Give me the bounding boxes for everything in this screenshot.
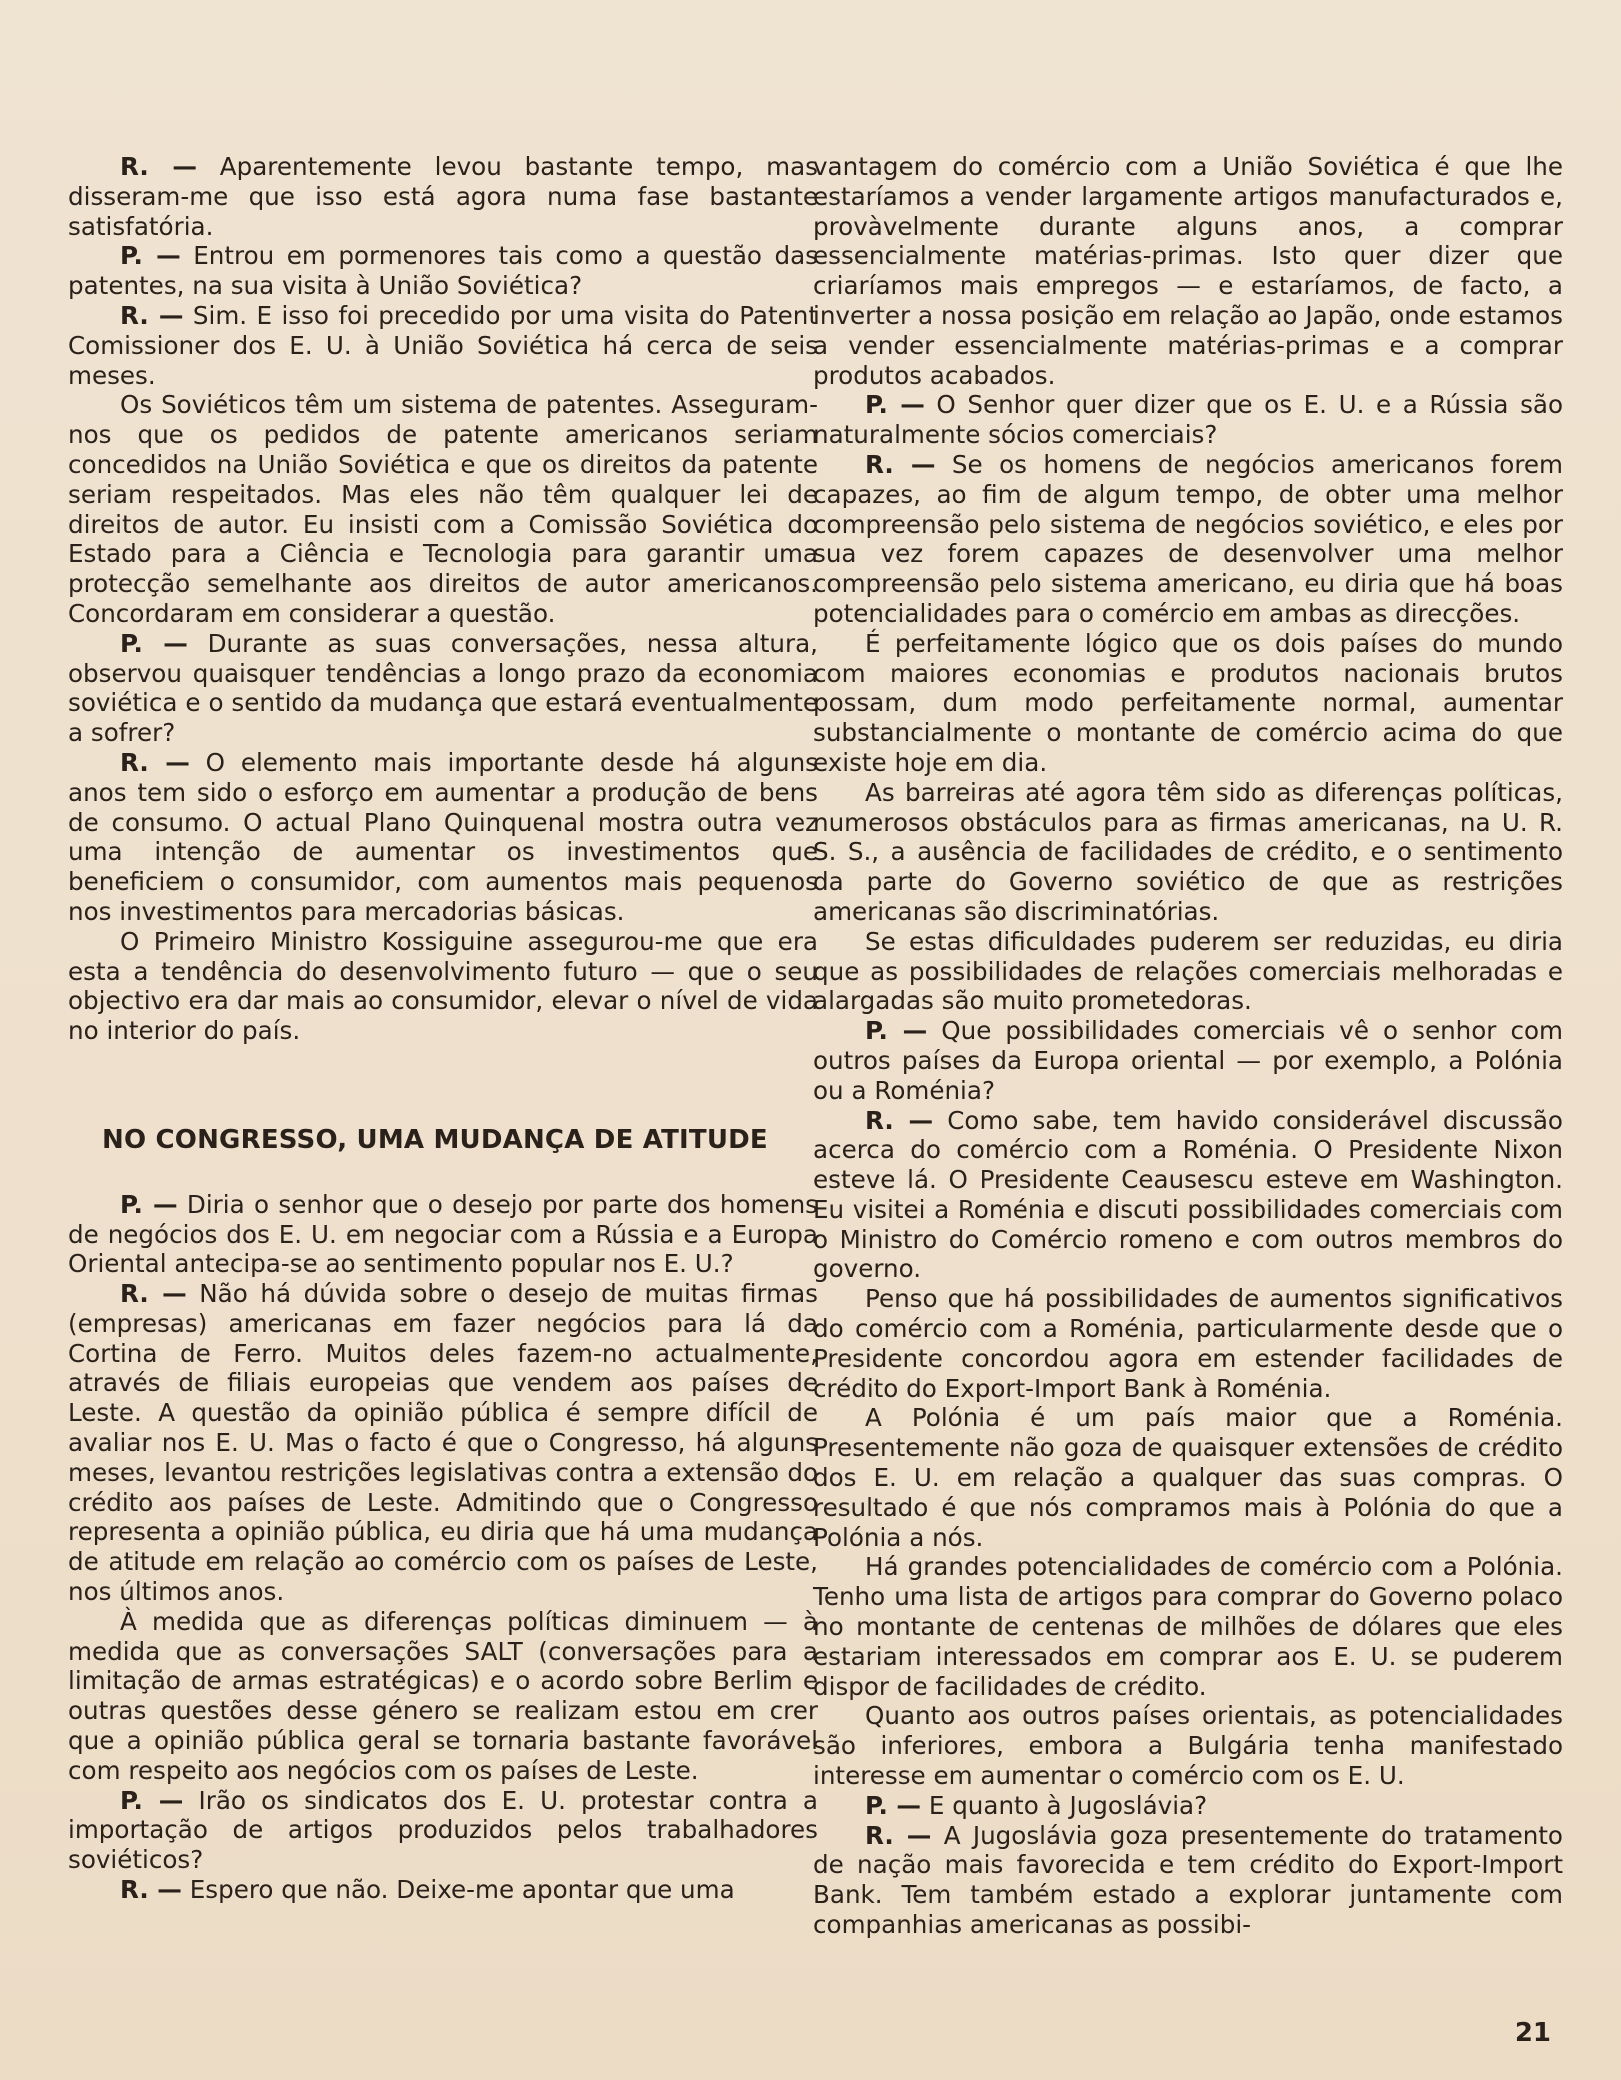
paragraph	[68, 1786, 818, 1875]
paragraph-text: Aparentemente levou bastante tempo, mas disseram-me que isso está agora numa fase bastante satisfatória.	[68, 152, 818, 241]
paragraph	[68, 390, 818, 628]
right-column	[813, 152, 1563, 1940]
paragraph	[813, 152, 1563, 390]
paragraph-text: Quanto aos outros países orientais, as potencialidades são inferiores, embora a Bulgária tenha manifestado interesse em aumentar o comércio com os E. U.	[813, 1701, 1563, 1791]
speaker-label: R. —	[865, 449, 936, 479]
paragraph-text: Entrou em pormenores tais como a questão das patentes, na sua visita à União Soviética?	[68, 241, 818, 301]
paragraph	[813, 1821, 1563, 1940]
speaker-label: P. —	[865, 1790, 922, 1820]
paragraph-text: Se os homens de negócios americanos forem capazes, ao fim de algum tempo, de obter uma melhor compreensão pelo sistema de negócios soviético, e eles por sua vez forem capazes de desenvolver uma melhor compreensão pelo sistema americano, eu diria que há boas potencialidades para o comércio em ambas as direcções.	[813, 449, 1563, 628]
speaker-label: R. —	[865, 1820, 932, 1850]
paragraph-text: A Polónia é um país maior que a Roménia. Presentemente não goza de quaisquer extensões de crédito dos E. U. em relação a qualquer das suas compras. O resultado é que nós compramos mais à Polónia do que a Polónia a nós.	[813, 1403, 1563, 1552]
paragraph-text: Os Soviéticos têm um sistema de patentes. Asseguram-nos que os pedidos de patente americanos seriam concedidos na União Soviética e que os direitos da patente seriam respeitados. Mas eles não têm qualquer lei de direitos de autor. Eu insisti com a Comissão Soviética do Estado para a Ciência e Tecnologia para garantir uma protecção semelhante aos direitos de autor americanos. Concordaram em considerar a questão.	[68, 390, 818, 628]
paragraph-text: Durante as suas conversações, nessa altura, observou quaisquer tendências a longo prazo da economia soviética e o sentido da mudança que estará eventualmente a sofrer?	[68, 628, 818, 748]
paragraph	[68, 152, 818, 241]
paragraph-text: E quanto à Jugoslávia?	[921, 1790, 1208, 1820]
paragraph	[68, 629, 818, 748]
page-number: 21	[1514, 2018, 1551, 2048]
paragraph	[813, 1701, 1563, 1790]
paragraph	[813, 1791, 1563, 1821]
paragraph-text: À medida que as diferenças políticas diminuem — à medida que as conversações SALT (conversações para a limitação de armas estratégicas) e o acordo sobre Berlim e outras questões desse género se realizam estou em crer que a opinião pública geral se tornaria bastante favorável com respeito aos negócios com os países de Leste.	[68, 1606, 818, 1785]
paragraph	[813, 629, 1563, 778]
left-column	[68, 152, 818, 1905]
paragraph-text: As barreiras até agora têm sido as diferenças políticas, numerosos obstáculos para as firmas americanas, na U. R. S. S., a ausência de facilidades de crédito, e o sentimento da parte do Governo soviético de que as restrições americanas são discriminatórias.	[813, 777, 1563, 926]
paragraph	[813, 390, 1563, 450]
left-column-paragraphs	[68, 152, 818, 1046]
paragraph-text: Que possibilidades comerciais vê o senhor com outros países da Europa oriental — por exemplo, a Polónia ou a Roménia?	[813, 1016, 1563, 1105]
paragraph	[813, 1552, 1563, 1701]
paragraph	[68, 241, 818, 301]
speaker-label: R. —	[120, 1875, 182, 1905]
paragraph	[813, 1106, 1563, 1285]
paragraph-text: O Primeiro Ministro Kossiguine assegurou-me que era esta a tendência do desenvolvimento futuro — que o seu objectivo era dar mais ao consumidor, elevar o nível de vida no interior do país.	[68, 926, 818, 1046]
paragraph-text: Irão os sindicatos dos E. U. protestar contra a importação de artigos produzidos pelos trabalhadores soviéticos?	[68, 1785, 818, 1875]
paragraph-text: O Senhor quer dizer que os E. U. e a Rússia são naturalmente sócios comerciais?	[813, 390, 1563, 450]
paragraph-text: É perfeitamente lógico que os dois países do mundo com maiores economias e produtos nacionais brutos possam, dum modo perfeitamente normal, aumentar substancialmente o montante de comércio acima do que existe hoje em dia.	[813, 628, 1563, 777]
paragraph	[813, 1284, 1563, 1403]
paragraph	[813, 927, 1563, 1016]
paragraph-text: Espero que não. Deixe-me apontar que uma	[181, 1875, 735, 1905]
paragraph	[68, 748, 818, 927]
paragraph	[813, 1016, 1563, 1105]
paragraph-text: vantagem do comércio com a União Soviética é que lhe estaríamos a vender largamente artigos manufacturados e, provàvelmente durante alguns anos, a comprar essencialmente matérias-primas. Isto quer dizer que criaríamos mais empregos — e estaríamos, de facto, a inverter a nossa posição em relação ao Japão, onde estamos a vender essencialmente matérias-primas e a comprar produtos acabados.	[813, 152, 1563, 390]
speaker-label: R. —	[120, 1279, 187, 1309]
paragraph-text: Há grandes potencialidades de comércio com a Polónia. Tenho uma lista de artigos para comprar do Governo polaco no montante de centenas de milhões de dólares que eles estariam interessados em comprar aos E. U. se puderem dispor de facilidades de crédito.	[813, 1552, 1563, 1701]
paragraph-text: A Jugoslávia goza presentemente do tratamento de nação mais favorecida e tem crédito do Export-Import Bank. Tem também estado a explorar juntamente com companhias americanas as possibi-	[813, 1820, 1563, 1940]
speaker-label: P. —	[120, 241, 181, 271]
speaker-label: P. —	[865, 1016, 928, 1046]
speaker-label: P. —	[120, 1189, 178, 1219]
speaker-label: R. —	[120, 747, 190, 777]
paragraph	[68, 301, 818, 390]
paragraph	[813, 778, 1563, 927]
speaker-label: R. —	[120, 300, 184, 330]
speaker-label: P. —	[120, 1785, 184, 1815]
paragraph	[68, 1875, 818, 1905]
paragraph-text: O elemento mais importante desde há alguns anos tem sido o esforço em aumentar a produção de bens de consumo. O actual Plano Quinquenal mostra outra vez uma intenção de aumentar os investimentos que beneficiem o consumidor, com aumentos mais pequenos nos investimentos para mercadorias básicas.	[68, 747, 818, 926]
paragraph	[68, 1607, 818, 1786]
paragraph	[68, 927, 818, 1046]
paragraph-text: Se estas dificuldades puderem ser reduzidas, eu diria que as possibilidades de relações comerciais melhoradas e alargadas são muito prometedoras.	[813, 926, 1563, 1016]
section-heading: NO CONGRESSO, UMA MUDANÇA DE ATITUDE	[102, 1124, 768, 1155]
right-column-paragraphs	[813, 152, 1563, 1940]
paragraph-text: Penso que há possibilidades de aumentos significativos do comércio com a Roménia, particularmente desde que o Presidente concordou agora em estender facilidades de crédito do Export-Import Bank à Roménia.	[813, 1284, 1563, 1403]
paragraph	[68, 1279, 818, 1607]
left-column-paragraphs-after-heading	[68, 1190, 818, 1905]
paragraph-text: Sim. E isso foi precedido por uma visita do Patent Comissioner dos E. U. à União Soviética há cerca de seis meses.	[68, 300, 818, 390]
paragraph	[68, 1190, 818, 1279]
paragraph-text: Diria o senhor que o desejo por parte dos homens de negócios dos E. U. em negociar com a Rússia e a Europa Oriental antecipa-se ao sentimento popular nos E. U.?	[68, 1189, 818, 1279]
paragraph	[813, 1403, 1563, 1552]
paragraph-text: Não há dúvida sobre o desejo de muitas firmas (empresas) americanas em fazer negócios para lá da Cortina de Ferro. Muitos deles fazem-no actualmente, através de filiais europeias que vendem aos países de Leste. A questão da opinião pública é sempre difícil de avaliar nos E. U. Mas o facto é que o Congresso, há alguns meses, levantou restrições legislativas contra a extensão do crédito aos países de Leste. Admitindo que o Congresso representa a opinião pública, eu diria que há uma mudança de atitude em relação ao comércio com os países de Leste, nos últimos anos.	[68, 1279, 818, 1607]
speaker-label: P. —	[865, 390, 925, 420]
paragraph-text: Como sabe, tem havido considerável discussão acerca do comércio com a Roménia. O Presidente Nixon esteve lá. O Presidente Ceausescu esteve em Washington. Eu visitei a Roménia e discuti possibilidades comerciais com o Ministro do Comércio romeno e com outros membros do governo.	[813, 1105, 1563, 1284]
speaker-label: R. —	[120, 152, 197, 181]
speaker-label: R. —	[865, 1105, 934, 1135]
paragraph	[813, 450, 1563, 629]
speaker-label: P. —	[120, 628, 188, 658]
